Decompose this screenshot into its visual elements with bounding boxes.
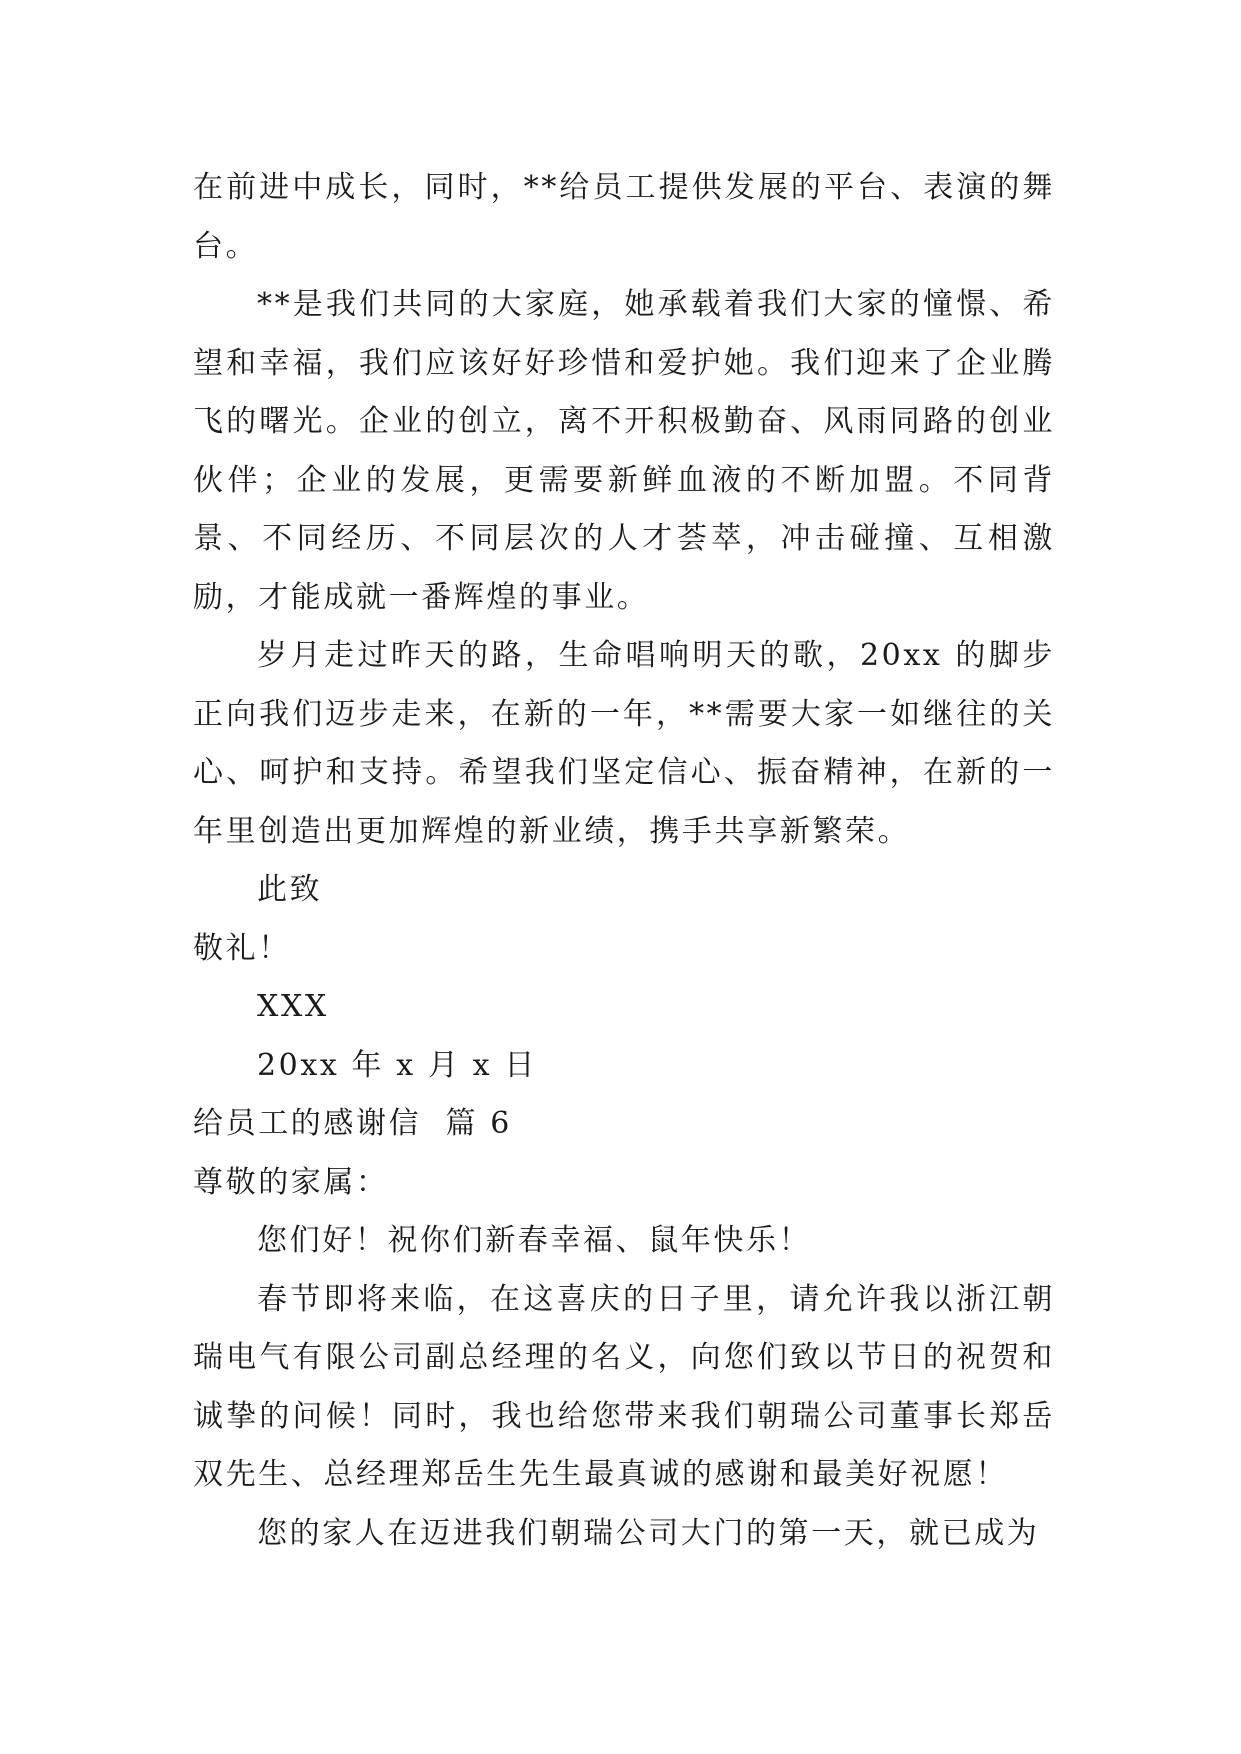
- salutation: 尊敬的家属：: [193, 1164, 389, 1200]
- paragraph: 岁月走过昨天的路，生命唱响明天的歌，20xx 的脚步正向我们迈步走来，在新的一年，**需要大家一如继往的关心、呵护和支持。希望我们坚定信心、振奋精神，在新的一年里创造出更加辉煌的新业绩，携手共享新繁荣。: [193, 638, 1055, 849]
- closing-salute: 敬礼！: [193, 930, 291, 966]
- paragraph: 您的家人在迈进我们朝瑞公司大门的第一天，就已成为: [257, 1515, 1040, 1551]
- document-body: [193, 159, 1055, 1563]
- greeting: 您们好！祝你们新春幸福、鼠年快乐！: [257, 1223, 812, 1258]
- date-line: 20xx 年 x 月 x 日: [257, 1047, 537, 1083]
- section-title: 给员工的感谢信 篇 6: [193, 1106, 512, 1141]
- closing-line: 此致: [257, 872, 323, 907]
- paragraph: 在前进中成长，同时，**给员工提供发展的平台、表演的舞台。: [193, 170, 1055, 264]
- paragraph: **是我们共同的大家庭，她承载着我们大家的憧憬、希望和幸福，我们应该好好珍惜和爱护她。我们迎来了企业腾飞的曙光。企业的创立，离不开积极勤奋、风雨同路的创业伙伴；企业的发展，更需要新鲜血液的不断加盟。不同背景、不同经历、不同层次的人才荟萃，冲击碰撞、互相激励，才能成就一番辉煌的事业。: [193, 287, 1055, 615]
- paragraph: 春节即将来临，在这喜庆的日子里，请允许我以浙江朝瑞电气有限公司副总经理的名义，向您们致以节日的祝贺和诚挚的问候！同时，我也给您带来我们朝瑞公司董事长郑岳双先生、总经理郑岳生先生最真诚的感谢和最美好祝愿！: [193, 1281, 1055, 1492]
- signature: XXX: [257, 989, 329, 1024]
